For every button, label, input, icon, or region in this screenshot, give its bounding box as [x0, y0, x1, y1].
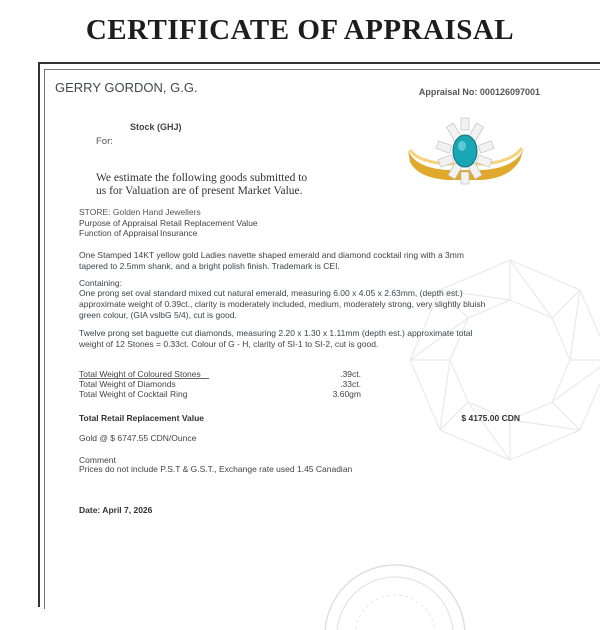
- function-value: Insurance: [160, 228, 198, 238]
- comment-label: Comment: [79, 455, 116, 465]
- appraisal-date: Date: April 7, 2026: [79, 505, 153, 515]
- total-label: Total Weight of Cocktail Ring: [79, 389, 188, 399]
- appraiser-name: GERRY GORDON, G.G.: [55, 80, 198, 95]
- total-retail-label: Total Retail Replacement Value: [79, 413, 205, 423]
- certificate-title: CERTIFICATE OF APPRAISAL: [85, 14, 515, 46]
- diamond-watermark-icon: [400, 250, 600, 470]
- diamond-line: Twelve prong set baguette cut diamonds, measuring 2.20 x 1.30 x 1.11mm (depth est.) approximate total: [79, 328, 473, 338]
- total-value: .33ct.: [340, 379, 361, 389]
- containing-label: Containing:: [79, 278, 123, 288]
- stock-label: Stock (GHJ): [130, 122, 182, 132]
- emerald-line: One prong set oval standard mixed cut natural emerald, measuring 6.00 x 4.05 x 2.63mm, (depth est.): [79, 288, 463, 298]
- ring-photo-icon: [400, 112, 530, 192]
- gold-price: Gold @ $ 6747.55 CDN/Ounce: [79, 433, 197, 443]
- diamond-line: weight of 12 Stones = 0.33ct. Colour of G - H, clarity of SI-1 to SI-2, cut is good.: [79, 338, 379, 349]
- appraisal-number: Appraisal No: 000126097001: [418, 87, 540, 97]
- function-label: Function of Appraisal: [79, 228, 159, 238]
- intro-line: us for Valuation are of present Market Value.: [96, 185, 303, 197]
- store-name: STORE: Golden Hand Jewellers: [79, 207, 201, 217]
- description-line: One Stamped 14KT yellow gold Ladies navette shaped emerald and diamond cocktail ring with a 3mm: [79, 250, 464, 260]
- description-line: tapered to 2.5mm shank, and a bright polish finish. Trademark is CEI.: [79, 260, 340, 271]
- for-label: For:: [96, 136, 113, 147]
- emerald-line: green colour, (GIA vslbG 5/4), cut is good.: [79, 309, 237, 320]
- purpose-value: Retail Replacement Value: [160, 218, 258, 228]
- comment-text: Prices do not include P.S.T & G.S.T., Exchange rate used 1.45 Canadian: [79, 464, 353, 474]
- total-value: .39ct.: [340, 369, 361, 379]
- total-retail-value: $ 4175.00 CDN: [461, 413, 520, 423]
- emerald-line: approximate weight of 0.39ct., clarity is moderately included, medium, moderately strong, very slightly bluish: [79, 298, 486, 309]
- total-value: 3.60gm: [332, 389, 361, 399]
- seal-stamp-icon: [320, 540, 470, 630]
- total-label: Total Weight of Coloured Stones: [79, 369, 201, 379]
- intro-statement: [96, 172, 307, 198]
- intro-line: We estimate the following goods submitted to: [96, 172, 308, 184]
- purpose-label: Purpose of Appraisal: [79, 218, 158, 228]
- total-label: Total Weight of Diamonds: [79, 379, 176, 389]
